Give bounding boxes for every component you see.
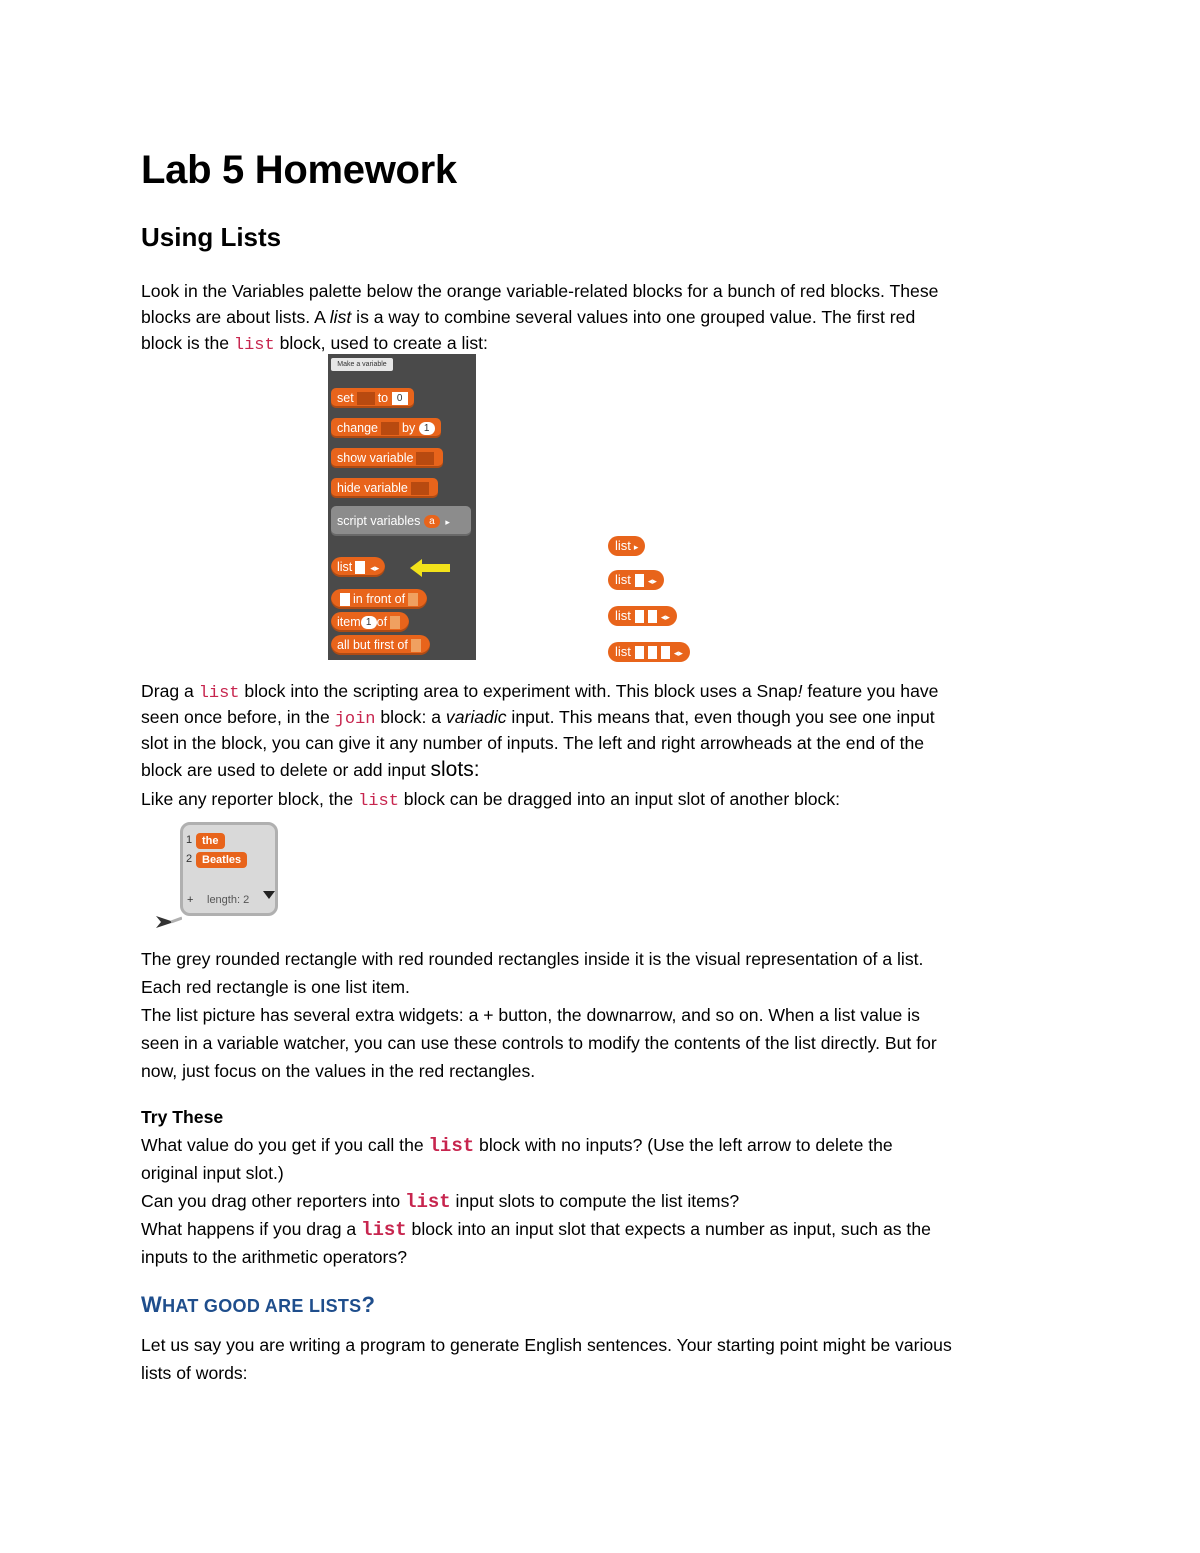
list-item-index: 2 [186, 853, 193, 865]
intro-line-3: block is the list block, used to create a list: [141, 333, 488, 355]
list-item: Beatles [196, 852, 247, 868]
grey-line-2: Each red rectangle is one list item. [141, 977, 410, 997]
drag-line-3: slot in the block, you can give it any number of inputs. The left and right arrowheads at the end of the [141, 733, 925, 753]
list-block-variant-1-slot[interactable]: list ◂▸ [608, 570, 664, 590]
pointer-tail-icon [156, 914, 182, 930]
grey-line-4: seen in a variable watcher, you can use these controls to modify the contents of the list directly. But for [141, 1033, 937, 1053]
item-of-block[interactable]: item 1 of [331, 612, 409, 632]
closing-line-1: Let us say you are writing a program to generate English sentences. Your starting point might be various [141, 1335, 952, 1355]
closing-line-2: lists of words: [141, 1363, 248, 1383]
try-q1-line-1: What value do you get if you call the list block with no inputs? (Use the left arrow to delete the [141, 1135, 893, 1157]
list-block-variant-3-slots[interactable]: list ◂▸ [608, 642, 690, 662]
script-variables-block[interactable]: script variables a ▸ [331, 506, 471, 536]
grey-line-5: now, just focus on the values in the red rectangles. [141, 1061, 536, 1081]
list-item-index: 1 [186, 834, 193, 846]
chevron-down-icon[interactable] [263, 891, 275, 901]
make-variable-button[interactable]: Make a variable [331, 358, 393, 371]
try-q1-line-2: original input slot.) [141, 1163, 284, 1183]
intro-line-1: Look in the Variables palette below the orange variable-related blocks for a bunch of red blocks. These [141, 281, 939, 301]
show-variable-block[interactable]: show variable [331, 448, 443, 468]
in-front-of-block[interactable]: in front of [331, 589, 427, 609]
grey-line-1: The grey rounded rectangle with red rounded rectangles inside it is the visual representation of a list. [141, 949, 924, 969]
list-block-variant-2-slots[interactable]: list ◂▸ [608, 606, 677, 626]
list-item: the [196, 833, 225, 849]
change-block[interactable]: change by 1 [331, 418, 441, 438]
section-title-using-lists: Using Lists [141, 222, 282, 252]
pointer-arrow-icon [410, 557, 452, 579]
variadic-arrows-icon[interactable]: ◂▸ [370, 563, 380, 573]
all-but-first-block[interactable]: all but first of [331, 635, 430, 655]
add-item-button[interactable]: + [187, 894, 194, 906]
variables-palette [328, 354, 476, 660]
list-length: length: 2 [207, 894, 250, 906]
try-q3-line-2: inputs to the arithmetic operators? [141, 1247, 408, 1267]
set-block[interactable]: set to 0 [331, 388, 414, 408]
try-q2: Can you drag other reporters into list input slots to compute the list items? [141, 1191, 740, 1213]
list-block-variant-0-slots[interactable]: list ▸ [608, 536, 645, 556]
list-watcher [180, 822, 278, 916]
hide-variable-block[interactable]: hide variable [331, 478, 438, 498]
grey-line-3: The list picture has several extra widgets: a + button, the downarrow, and so on. When a list value is [141, 1005, 920, 1025]
try-these-heading: Try These [141, 1107, 224, 1127]
drag-line-5: Like any reporter block, the list block can be dragged into an input slot of another block: [141, 789, 841, 811]
list-block[interactable]: list ◂▸ [331, 557, 385, 577]
drag-line-2: seen once before, in the join block: a variadic input. This means that, even though you see one input [141, 707, 935, 729]
drag-line-4: block are used to delete or add input slots: [141, 758, 480, 781]
try-q3-line-1: What happens if you drag a list block into an input slot that expects a number as input, such as the [141, 1219, 931, 1241]
page-title: Lab 5 Homework [141, 148, 457, 192]
section-title-what-good-are-lists: WHAT GOOD ARE LISTS? [141, 1292, 376, 1317]
intro-line-2: blocks are about lists. A list is a way to combine several values into one grouped value. The first red [141, 307, 916, 327]
drag-line-1: Drag a list block into the scripting area to experiment with. This block uses a Snap! feature you have [141, 681, 939, 703]
arrow-right-icon[interactable]: ▸ [445, 517, 450, 527]
